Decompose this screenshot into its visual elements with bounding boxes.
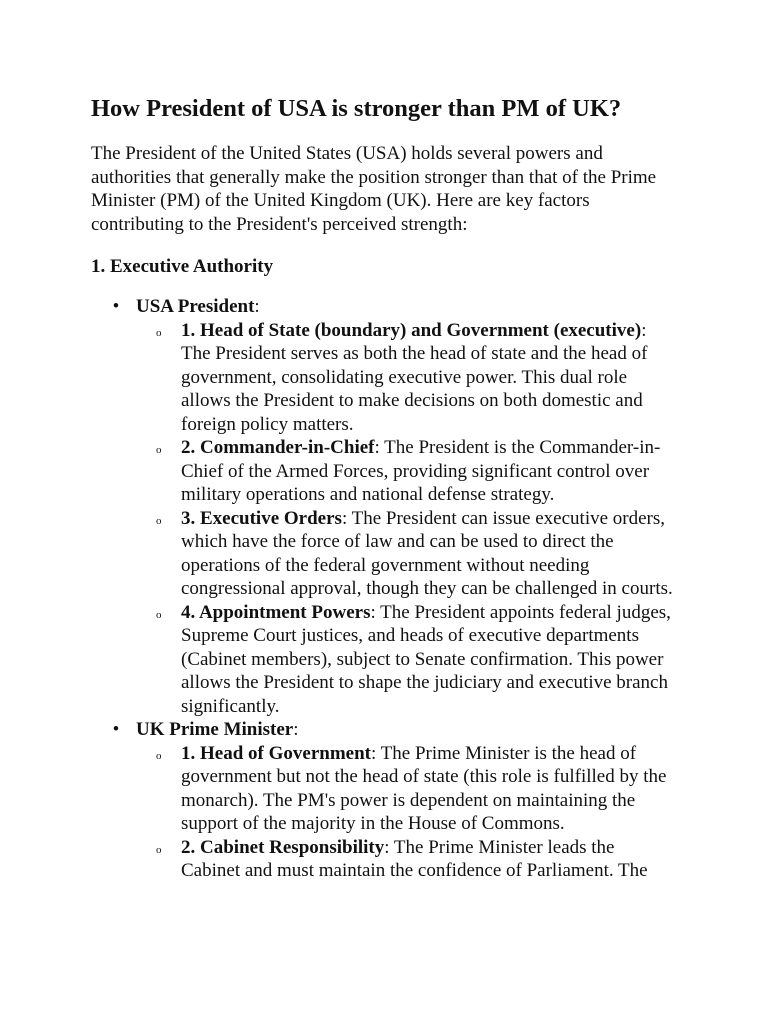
circle-bullet-icon: o [156, 514, 162, 527]
item-term: 4. Appointment Powers [181, 601, 371, 623]
item-term: 2. Cabinet Responsibility [181, 836, 385, 858]
circle-bullet-icon: o [156, 326, 162, 339]
list-item [136, 601, 676, 719]
list-item [136, 319, 676, 437]
item-text: : The Prime Minister leads the Cabinet and must maintain the confidence of Parliament. The [181, 836, 648, 881]
group-usa-president [91, 295, 691, 718]
item-term: 1. Head of State (boundary) and Government (executive) [181, 319, 642, 341]
sub-list [136, 742, 691, 883]
group-label: UK Prime Minister [136, 719, 294, 740]
circle-bullet-icon: o [156, 444, 162, 456]
group-label-suffix: : [293, 719, 299, 740]
intro-paragraph: The President of the United States (USA) holds several powers and authorities that generally make the position stronger than that of the Prime Minister (PM) of the United Kingdom (UK). Here are key factors contributing to the President's perceived strength: [91, 143, 657, 235]
sub-list [136, 319, 691, 719]
list-item [136, 436, 676, 507]
list-item [136, 742, 676, 836]
circle-bullet-icon: o [156, 843, 162, 856]
list-item [136, 836, 676, 883]
circle-bullet-icon: o [156, 749, 162, 762]
section-heading: 1. Executive Authority [91, 256, 274, 277]
factor-list [91, 295, 691, 883]
item-text: : The President is the Commander-in-Chief of the Armed Forces, providing significant control over military operations and national defense strategy. [181, 437, 661, 505]
bullet-icon: • [112, 719, 120, 740]
group-uk-prime-minister [91, 718, 691, 883]
item-term: 1. Head of Government [181, 742, 371, 764]
item-term: 2. Commander-in-Chief [181, 437, 375, 458]
item-text: : The President appoints federal judges, Supreme Court justices, and heads of executive departments (Cabinet members), subject to Senate confirmation. This power allows the President to shape the judiciary and executive branch significantly. [181, 601, 671, 717]
group-label: USA President [136, 296, 255, 317]
bullet-icon: • [112, 296, 120, 317]
item-term: 3. Executive Orders [181, 507, 342, 529]
group-label-suffix: : [254, 296, 260, 317]
page-title: How President of USA is stronger than PM of UK? [91, 95, 622, 122]
item-text: : The President serves as both the head of state and the head of government, consolidating executive power. This dual role allows the President to make decisions on both domestic and foreign policy matters. [181, 319, 648, 435]
item-text: : The Prime Minister is the head of government but not the head of state (this role is fulfilled by the monarch). The PM's power is dependent on maintaining the support of the majority in the House of Commons. [181, 742, 667, 834]
circle-bullet-icon: o [156, 608, 162, 621]
list-item [136, 507, 676, 601]
item-text: : The President can issue executive orders, which have the force of law and can be used to direct the operations of the federal government without needing congressional approval, though they can be challenged in courts. [181, 507, 673, 599]
